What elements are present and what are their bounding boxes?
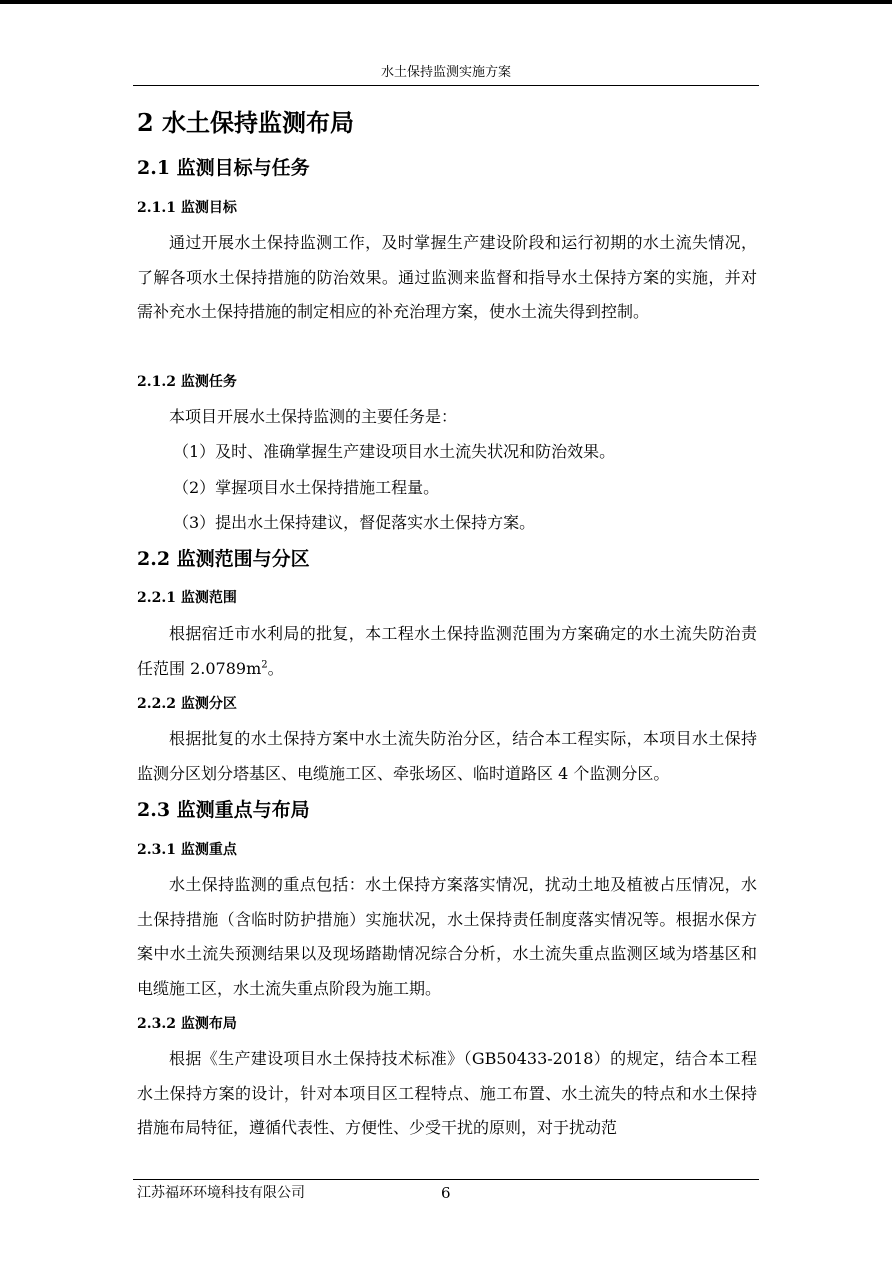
subsection-heading-2-3-1: 2.3.1 监测重点 xyxy=(137,842,237,858)
footer-divider xyxy=(133,1179,759,1180)
subsection-heading-2-1-2: 2.1.2 监测任务 xyxy=(137,374,237,390)
section-heading-2-2: 2.2 监测范围与分区 xyxy=(137,548,310,570)
task-item-1: （1）及时、准确掌握生产建设项目水土流失状况和防治效果。 xyxy=(173,442,616,461)
task-item-2: （2）掌握项目水土保持措施工程量。 xyxy=(173,478,440,497)
paragraph-monitoring-layout: 根据《生产建设项目水土保持技术标准》（GB50433-2018）的规定，结合本工程水土保持方案的设计，针对本项目区工程特点、施工布置、水土流失的特点和水土保持措施布局特征，遵循代表性、方便性、少受干扰的原则，对于扰动范 xyxy=(137,1049,757,1137)
scope-end: 。 xyxy=(267,658,284,678)
paragraph-task-intro: 本项目开展水土保持监测的主要任务是： xyxy=(169,407,458,426)
paragraph-monitoring-scope xyxy=(137,617,757,686)
subsection-heading-2-2-1: 2.2.1 监测范围 xyxy=(137,590,237,606)
section-heading-2-1: 2.1 监测目标与任务 xyxy=(137,157,310,179)
page-header-title: 水土保持监测实施方案 xyxy=(380,65,511,80)
paragraph-monitoring-focus: 水土保持监测的重点包括：水土保持方案落实情况，扰动土地及植被占压情况，水土保持措施（含临时防护措施）实施状况，水土保持责任制度落实情况等。根据水保方案中水土流失预测结果以及现场踏勘情况综合分析，水土流失重点监测区域为塔基区和电缆施工区，水土流失重点阶段为施工期。 xyxy=(137,875,757,998)
scope-unit-superscript: 2 xyxy=(261,659,268,671)
subsection-heading-2-1-1: 2.1.1 监测目标 xyxy=(137,200,237,216)
header-divider xyxy=(133,85,759,86)
footer-company: 江苏福环环境科技有限公司 xyxy=(137,1185,305,1201)
task-item-3: （3）提出水土保持建议，督促落实水土保持方案。 xyxy=(173,513,536,532)
paragraph-monitoring-goal: 通过开展水土保持监测工作，及时掌握生产建设阶段和运行初期的水土流失情况，了解各项水土保持措施的防治效果。通过监测来监督和指导水土保持方案的实施，并对需补充水土保持措施的制定相应的补充治理方案，使水土流失得到控制。 xyxy=(137,233,757,321)
subsection-heading-2-3-2: 2.3.2 监测布局 xyxy=(137,1016,237,1032)
paragraph-monitoring-zones: 根据批复的水土保持方案中水土流失防治分区，结合本工程实际，本项目水土保持监测分区划分塔基区、电缆施工区、牵张场区、临时道路区 4 个监测分区。 xyxy=(137,729,757,783)
top-border xyxy=(0,0,892,4)
scope-text: 根据宿迁市水利局的批复，本工程水土保持监测范围为方案确定的水土流失防治责任范围 2.0789m xyxy=(137,624,757,678)
section-heading-2-3: 2.3 监测重点与布局 xyxy=(137,799,310,821)
page-number: 6 xyxy=(441,1184,451,1202)
subsection-heading-2-2-2: 2.2.2 监测分区 xyxy=(137,696,237,712)
chapter-heading: 2 水土保持监测布局 xyxy=(137,108,355,137)
